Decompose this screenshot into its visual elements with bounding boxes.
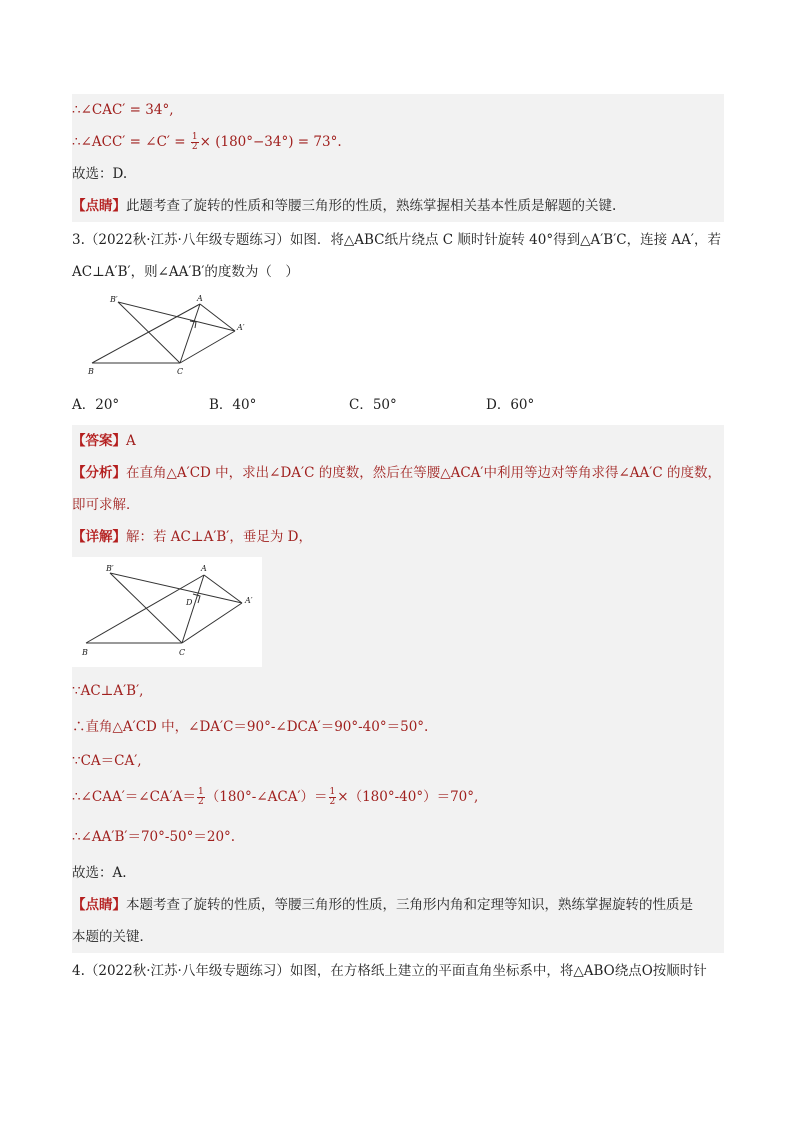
- prev-tip: 【点睛】此题考查了旋转的性质和等腰三角形的性质，熟练掌握相关基本性质是解题的关键.: [72, 198, 617, 214]
- step-2: ∴直角△A′CD 中，∠DA′C＝90°-∠DCA′＝90°-40°＝50°.: [72, 719, 429, 735]
- edge-ca1: [180, 331, 235, 363]
- label-a-prime: A′: [245, 596, 253, 605]
- label-c: C: [179, 648, 186, 657]
- step-4: ∴∠CAA′＝∠CA′A＝ $\frac{1}{2}$ （180°-∠ACA′）＝ $\frac{1}{2}$ ×（180°-40°）＝70°,: [72, 787, 479, 807]
- choose-line: 故选：A.: [72, 865, 127, 881]
- triangle-rotation-figure: [80, 294, 280, 379]
- analysis-line-1: 【分析】在直角△A′CD 中，求出∠DA′C 的度数，然后在等腰△ACA′中利用等边对等角求得∠AA′C 的度数，: [72, 465, 721, 481]
- answer-line: 【答案】A: [72, 433, 136, 449]
- analysis-line-2: 即可求解．: [72, 497, 140, 513]
- label-a: A: [197, 294, 203, 303]
- q3-solution-block: [72, 425, 724, 953]
- label-a-prime: A′: [237, 323, 245, 332]
- edge-b1c: [118, 302, 180, 363]
- q3-figure: [80, 294, 724, 383]
- option-a[interactable]: A．20°: [72, 397, 120, 413]
- option-d[interactable]: D．60°: [486, 397, 535, 413]
- q4-stem-line-1: 4.（2022秋·江苏·八年级专题练习）如图，在方格纸上建立的平面直角坐标系中，将△ABO绕点O按顺时针: [72, 963, 707, 979]
- fraction: $\frac{1}{2}$: [198, 787, 204, 807]
- tip-line-2: 本题的关键．: [72, 929, 153, 945]
- step-5: ∴∠AA′B′＝70°-50°＝20°.: [72, 829, 236, 845]
- triangle-rotation-figure-with-d: [72, 557, 262, 663]
- detail-intro: 【详解】解：若 AC⊥A′B′，垂足为 D，: [72, 529, 312, 545]
- q3-options: [72, 383, 724, 421]
- label-b-prime: B′: [106, 564, 114, 573]
- label-b-prime: B′: [110, 295, 118, 304]
- previous-solution-block: [72, 94, 724, 222]
- option-c[interactable]: C．50°: [349, 397, 397, 413]
- edge-b1a1: [118, 302, 235, 331]
- fraction: $\frac{1}{2}$: [329, 787, 336, 807]
- step-1: ∵AC⊥A′B′,: [72, 683, 144, 699]
- fraction: $\frac{1}{2}$: [191, 132, 198, 152]
- label-a: A: [201, 564, 207, 573]
- tip-line-1: 【点睛】本题考查了旋转的性质，等腰三角形的性质，三角形内角和定理等知识，熟练掌握旋转的性质是: [72, 897, 693, 913]
- prev-step-2: ∴∠ACC′ = ∠C′ = $\frac{1}{2}$ × (180°−34°) = 73°.: [72, 132, 342, 152]
- prev-choose: 故选：D.: [72, 166, 128, 182]
- q3-stem-line-1: 3.（2022秋·江苏·八年级专题练习）如图．将△ABC纸片绕点 C 顺时针旋转 40°得到△A′B′C，连接 AA′，若: [72, 232, 721, 248]
- step-3: ∵CA＝CA′,: [72, 753, 142, 769]
- q3-stem-line-2: AC⊥A′B′，则∠AA′B′的度数为（ ）: [72, 264, 299, 280]
- prev-step-1: ∴∠CAC′ = 34°,: [72, 102, 174, 118]
- label-b: B: [82, 648, 88, 657]
- label-b: B: [88, 367, 94, 376]
- option-b[interactable]: B．40°: [209, 397, 257, 413]
- answer-value: A: [126, 433, 136, 449]
- edge-ba: [92, 304, 200, 363]
- q3-detail-figure: [72, 557, 262, 667]
- label-d: D: [186, 598, 193, 607]
- label-c: C: [177, 367, 184, 376]
- tip-label: 【点睛】: [72, 198, 126, 214]
- page: [72, 94, 724, 987]
